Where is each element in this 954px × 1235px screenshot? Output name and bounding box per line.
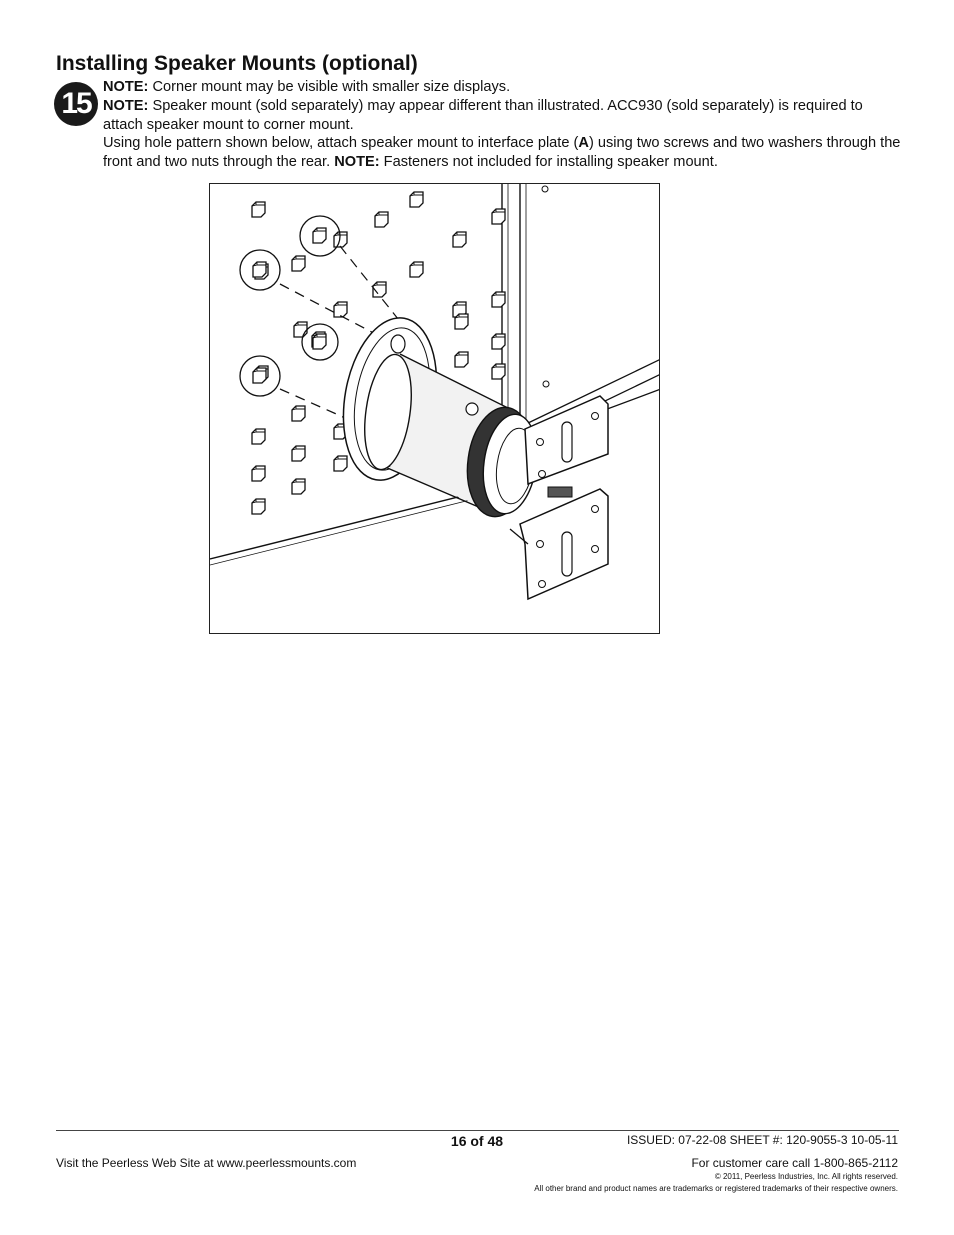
instruction-text: Using hole pattern shown below, attach speaker mount to interface plate (A) using two screws and two washers through the front and two nuts through the rear. NOTE: Fasteners not included for installing speaker mount. — [103, 135, 901, 171]
note-label: NOTE: — [334, 154, 380, 171]
note-label: NOTE: — [103, 97, 149, 114]
footer-divider — [56, 1130, 899, 1131]
website-text: Visit the Peerless Web Site at www.peerlessmounts.com — [56, 1156, 357, 1170]
part-letter: A — [578, 135, 589, 152]
installation-illustration — [209, 183, 660, 634]
page-number: 16 of 48 — [450, 1133, 504, 1149]
speaker-mount — [331, 310, 542, 520]
customer-care-text: For customer care call 1-800-865-2112 — [691, 1156, 898, 1170]
note-speaker-mount — [103, 97, 903, 135]
step-number-badge: 15 — [54, 82, 98, 126]
note-corner-mount — [103, 78, 903, 97]
issued-sheet-info: ISSUED: 07-22-08 SHEET #: 120-9055-3 10-05-11 — [626, 1133, 898, 1147]
note-text: Speaker mount (sold separately) may appear different than illustrated. ACC930 (sold separately) is required to attach speaker mount to corner mount. — [103, 97, 863, 133]
instructions-block — [103, 78, 903, 172]
copyright-text: © 2011, Peerless Industries, Inc. All rights reserved. — [714, 1172, 898, 1181]
speaker-mount-drawing — [210, 184, 660, 634]
note-label: NOTE: — [103, 79, 149, 95]
hole-pattern-highlights — [240, 216, 340, 396]
trademarks-text: All other brand and product names are trademarks or registered trademarks of their respective owners. — [534, 1184, 898, 1193]
section-title: Installing Speaker Mounts (optional) — [56, 52, 418, 75]
note-text: Corner mount may be visible with smaller size displays. — [148, 79, 511, 95]
